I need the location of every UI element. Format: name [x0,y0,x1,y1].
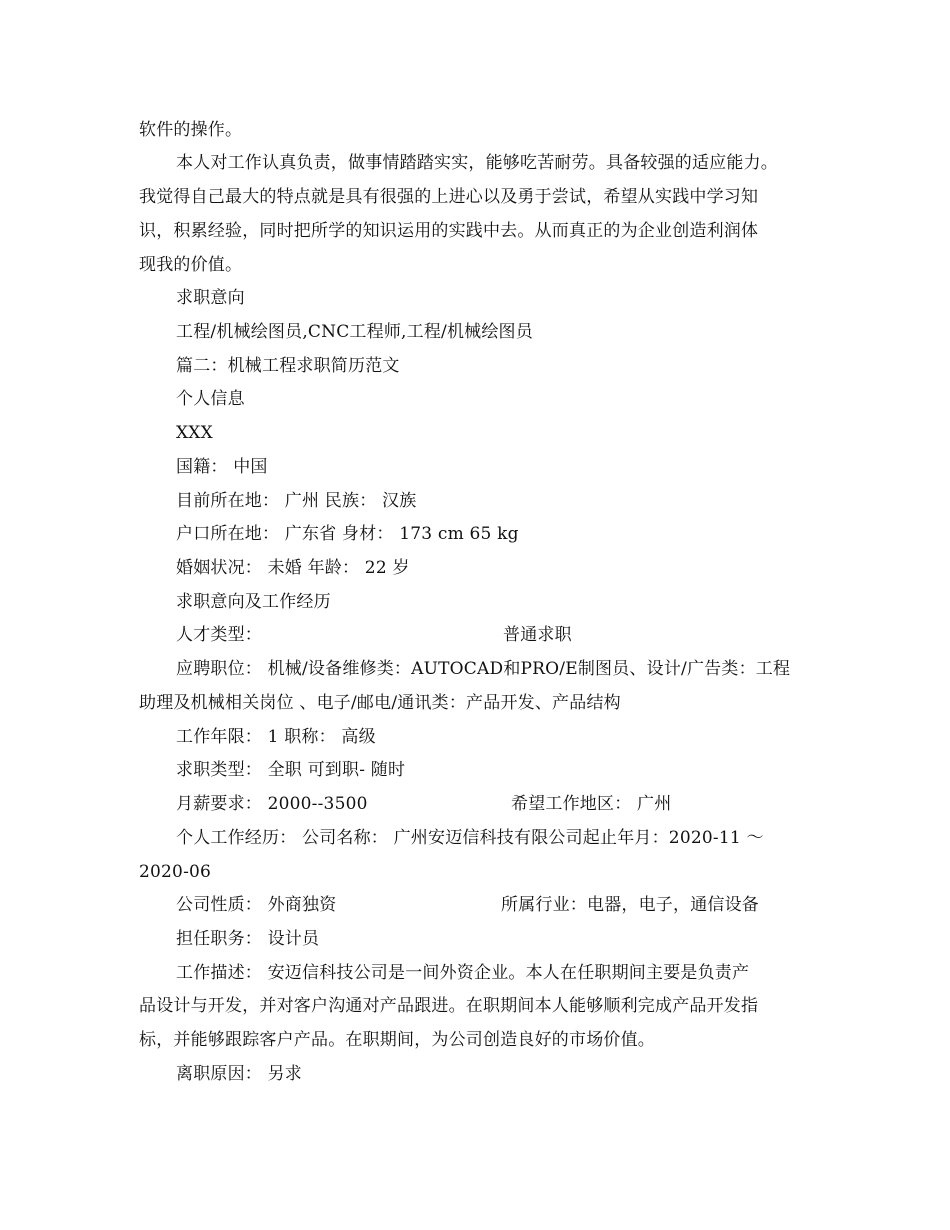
text-line: 工作描述： 安迈信科技公司是一间外资企业。本人在任职期间主要是负责产 [176,963,750,983]
salary-row [176,794,856,814]
text-line: 国籍： 中国 [176,457,268,477]
talent-type-label: 人才类型： [176,625,262,645]
text-line: 软件的操作。 [139,120,243,140]
text-line: 应聘职位： 机械/设备维修类：AUTOCAD和PRO/E制图员、设计/广告类：工程 [176,659,791,679]
section-heading: 个人信息 [176,389,245,409]
text-line: 我觉得自己最大的特点就是具有很强的上进心以及勇于尝试，希望从实践中学习知 [139,187,759,207]
text-line: 工程/机械绘图员,CNC工程师,工程/机械绘图员 [176,322,533,342]
industry: 所属行业：电器，电子，通信设备 [501,895,759,915]
text-line: 离职原因： 另求 [176,1064,303,1084]
text-line: 2020-06 [139,862,212,882]
text-line: XXX [176,423,213,443]
region-label: 希望工作地区： 广州 [511,794,672,814]
salary-label: 月薪要求： 2000--3500 [176,794,368,814]
text-line: 现我的价值。 [139,255,243,275]
text-line: 目前所在地： 广州 民族： 汉族 [176,491,417,511]
text-line: 求职类型： 全职 可到职- 随时 [176,760,406,780]
text-line: 工作年限： 1 职称： 高级 [176,727,376,747]
text-line: 品设计与开发，并对客户沟通对产品跟进。在职期间本人能够顺利完成产品开发指 [139,996,759,1016]
talent-type-value: 普通求职 [503,625,572,645]
text-line: 担任职务： 设计员 [176,929,320,949]
talent-type-row [176,625,856,645]
company-row [176,895,856,915]
text-line: 个人工作经历： 公司名称： 广州安迈信科技有限公司起止年月：2020-11 ～ [176,828,764,848]
section-heading: 篇二：机械工程求职简历范文 [176,356,400,376]
section-heading: 求职意向 [176,288,245,308]
text-line: 本人对工作认真负责，做事情踏踏实实，能够吃苦耐劳。具备较强的适应能力。 [176,153,778,173]
text-line: 标，并能够跟踪客户产品。在职期间，为公司创造良好的市场价值。 [139,1030,655,1050]
text-line: 识，积累经验，同时把所学的知识运用的实践中去。从而真正的为企业创造利润体 [139,221,759,241]
text-line: 户口所在地： 广东省 身材： 173 cm 65 kg [176,524,519,544]
company-nature: 公司性质： 外商独资 [176,895,337,915]
text-line: 助理及机械相关岗位 、电子/邮电/通讯类：产品开发、产品结构 [139,693,621,713]
section-heading: 求职意向及工作经历 [176,592,331,612]
text-line: 婚姻状况： 未婚 年龄： 22 岁 [176,558,410,578]
